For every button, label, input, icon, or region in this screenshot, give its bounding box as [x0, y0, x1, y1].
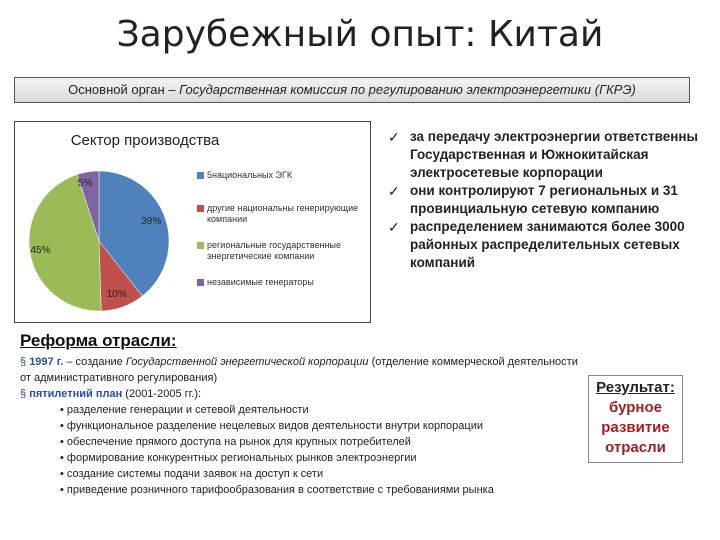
plan-subitem: • обеспечение прямого доступа на рынок для крупных потребителей [60, 436, 411, 448]
reform-item-1997 [20, 354, 580, 386]
reform-heading: Реформа отрасли: [20, 331, 177, 350]
result-body: бурное развитие отрасли [601, 399, 670, 456]
fact-item [388, 218, 708, 272]
fact-item [388, 182, 708, 218]
legend-swatch [197, 242, 204, 249]
pie-value-label: 45% [30, 244, 51, 256]
slide-title: Зарубежный опыт: Китай [116, 14, 604, 55]
pie-value-label: 39% [141, 216, 162, 228]
legend-label: региональные государственные энергетические компании [207, 240, 341, 261]
plan-subitem: • создание системы подачи заявок на доступ к сети [60, 468, 324, 480]
plan-subitem-text: функциональное разделение нецелевых видов деятельности внутри корпорации [66, 420, 483, 432]
legend-item [197, 240, 367, 262]
reform-item-plan [20, 386, 580, 402]
reform-text: (2001-2005 гг.): [122, 388, 202, 400]
legend-item [197, 203, 367, 225]
fact-text: распределением занимаются более 3000 районных распределительных сетевых компаний [410, 219, 685, 270]
plan-subitem-text: формирование конкурентных региональных рынков электроэнергии [66, 452, 417, 464]
legend-item [197, 277, 367, 288]
pie-value-label: 10% [106, 288, 127, 300]
fact-text: за передачу электроэнергии ответственны Государственная и Южнокитайская электросетевые корпорации [410, 129, 699, 180]
pie-plot-area [19, 166, 189, 316]
square-bullet-icon: § [20, 388, 27, 400]
square-bullet-icon: § [20, 356, 27, 368]
pie-chart [14, 121, 371, 323]
plan-subitem: • формирование конкурентных региональных рынков электроэнергии [60, 452, 417, 464]
banner-prefix: Основной орган – [68, 82, 180, 97]
result-box [588, 375, 683, 463]
reform-text: (отделение коммерческой деятельности от административного регулирования) [20, 356, 578, 384]
legend-item [197, 170, 367, 181]
legend-label: другие национальны генерирующие компании [207, 203, 359, 224]
result-heading: Результат: [596, 379, 675, 396]
grid-facts-list [388, 128, 708, 272]
chart-title: Сектор производства [70, 132, 220, 149]
legend-label: независимые генераторы [207, 277, 314, 287]
plan-subitem: • приведение розничного тарифообразования в соответствие с требованиями рынка [60, 484, 494, 496]
checkmark-icon: ✓ [388, 129, 400, 145]
plan-subitem-text: обеспечение прямого доступа на рынок для крупных потребителей [66, 436, 411, 448]
main-body-banner [14, 77, 690, 103]
pie-value-label: 5% [77, 178, 93, 190]
fact-item [388, 128, 708, 182]
legend-swatch [197, 172, 204, 179]
five-year-plan: пятилетний план [29, 388, 123, 400]
reform-corp-name: Государственной энергетической корпорации [125, 356, 369, 368]
reform-text: – создание [63, 356, 126, 368]
checkmark-icon: ✓ [388, 219, 400, 235]
banner-agency: Государственная комиссия по регулированию электроэнергетики (ГКРЭ) [179, 82, 636, 97]
fact-text: они контролируют 7 региональных и 31 провинциальную сетевую компанию [410, 183, 678, 216]
plan-subitem-text: разделение генерации и сетевой деятельности [66, 404, 309, 416]
plan-subitem-text: приведение розничного тарифообразования в соответствие с требованиями рынка [66, 484, 494, 496]
checkmark-icon: ✓ [388, 183, 400, 199]
legend-swatch [197, 279, 204, 286]
legend-swatch [197, 205, 204, 212]
plan-subitem: • разделение генерации и сетевой деятельности [60, 404, 309, 416]
legend-label: 5национальных ЭГК [207, 170, 293, 180]
reform-list [20, 354, 580, 498]
plan-subitem-text: создание системы подачи заявок на доступ к сети [66, 468, 324, 480]
reform-year: 1997 г. [29, 356, 64, 368]
plan-subitem: • функциональное разделение нецелевых видов деятельности внутри корпорации [60, 420, 483, 432]
